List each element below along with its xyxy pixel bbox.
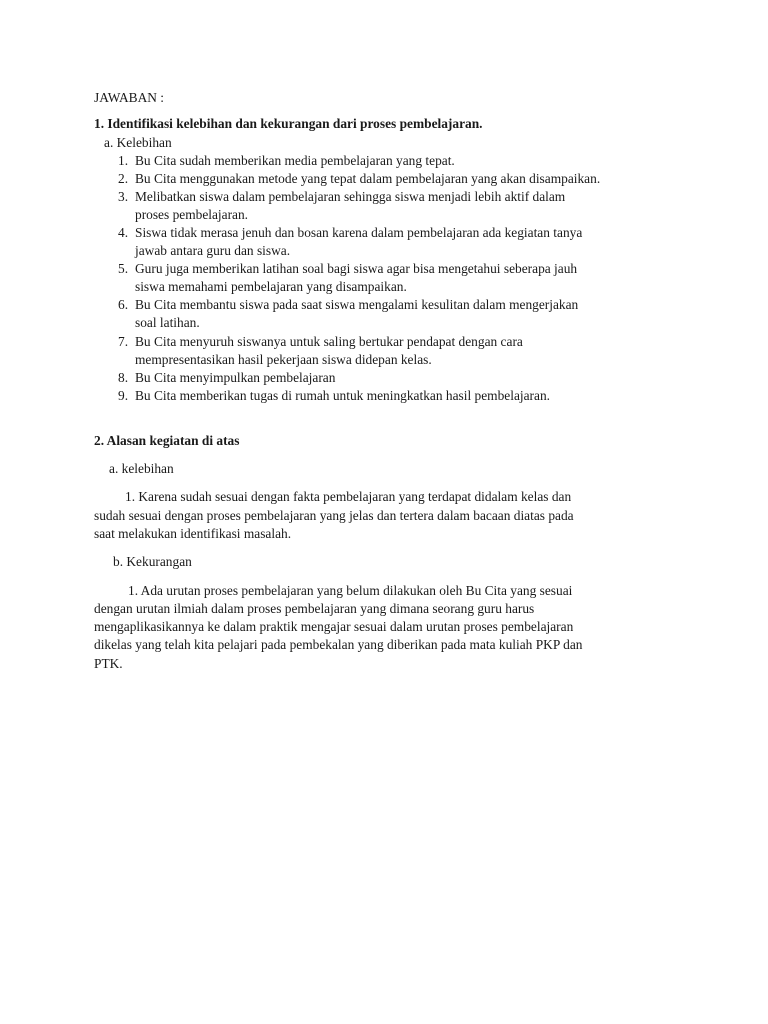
list-item-number: 7. — [118, 334, 129, 349]
list-item-number: 2. — [118, 171, 129, 186]
paragraph-line: 1. Ada urutan proses pembelajaran yang belum dilakukan oleh Bu Cita yang sesuai — [128, 583, 573, 598]
list-item-text: Guru juga memberikan latihan soal bagi siswa agar bisa mengetahui seberapa jauh — [135, 261, 578, 276]
list-item-text: Melibatkan siswa dalam pembelajaran sehingga siswa menjadi lebih aktif dalam — [135, 189, 566, 204]
section2-a-label: a. kelebihan — [109, 461, 174, 476]
list-item-number: 4. — [118, 225, 129, 240]
heading: JAWABAN : — [94, 90, 164, 105]
list-item-text: soal latihan. — [135, 315, 200, 330]
list-item-text: Bu Cita menggunakan metode yang tepat dalam pembelajaran yang akan disampaikan. — [135, 171, 601, 186]
list-item-number: 6. — [118, 297, 129, 312]
section1-title: 1. Identifikasi kelebihan dan kekurangan dari proses pembelajaran. — [94, 116, 483, 131]
section1-sub-label: a. Kelebihan — [104, 135, 172, 150]
list-item-text: Siswa tidak merasa jenuh dan bosan karena dalam pembelajaran ada kegiatan tanya — [135, 225, 583, 240]
paragraph-line: dikelas yang telah kita pelajari pada pembekalan yang diberikan pada mata kuliah PKP dan — [94, 637, 583, 652]
list-item-text: Bu Cita membantu siswa pada saat siswa mengalami kesulitan dalam mengerjakan — [135, 297, 579, 312]
list-item-text: jawab antara guru dan siswa. — [135, 243, 291, 258]
list-item-number: 9. — [118, 388, 129, 403]
paragraph-line: sudah sesuai dengan proses pembelajaran yang jelas dan tertera dalam bacaan diatas pada — [94, 508, 574, 523]
paragraph-line: PTK. — [94, 656, 123, 671]
list-item-text: proses pembelajaran. — [135, 207, 249, 222]
paragraph-line: saat melakukan identifikasi masalah. — [94, 526, 292, 541]
list-item-text: Bu Cita menyuruh siswanya untuk saling bertukar pendapat dengan cara — [135, 334, 523, 349]
list-item-number: 5. — [118, 261, 129, 276]
list-item-text: mempresentasikan hasil pekerjaan siswa didepan kelas. — [135, 352, 432, 367]
paragraph-line: mengaplikasikannya ke dalam praktik mengajar sesuai dalam urutan proses pembelajaran — [94, 619, 574, 634]
list-item-text: Bu Cita sudah memberikan media pembelajaran yang tepat. — [135, 153, 455, 168]
list-item-number: 1. — [118, 153, 129, 168]
list-item-number: 3. — [118, 189, 129, 204]
list-item-text: siswa memahami pembelajaran yang disampaikan. — [135, 279, 407, 294]
section2-title: 2. Alasan kegiatan di atas — [94, 433, 240, 448]
paragraph-line: dengan urutan ilmiah dalam proses pembelajaran yang dimana seorang guru harus — [94, 601, 535, 616]
paragraph-line: 1. Karena sudah sesuai dengan fakta pembelajaran yang terdapat didalam kelas dan — [125, 489, 572, 504]
list-item-text: Bu Cita menyimpulkan pembelajaran — [135, 370, 336, 385]
section2-b-label: b. Kekurangan — [113, 554, 192, 569]
list-item-number: 8. — [118, 370, 129, 385]
list-item-text: Bu Cita memberikan tugas di rumah untuk meningkatkan hasil pembelajaran. — [135, 388, 551, 403]
